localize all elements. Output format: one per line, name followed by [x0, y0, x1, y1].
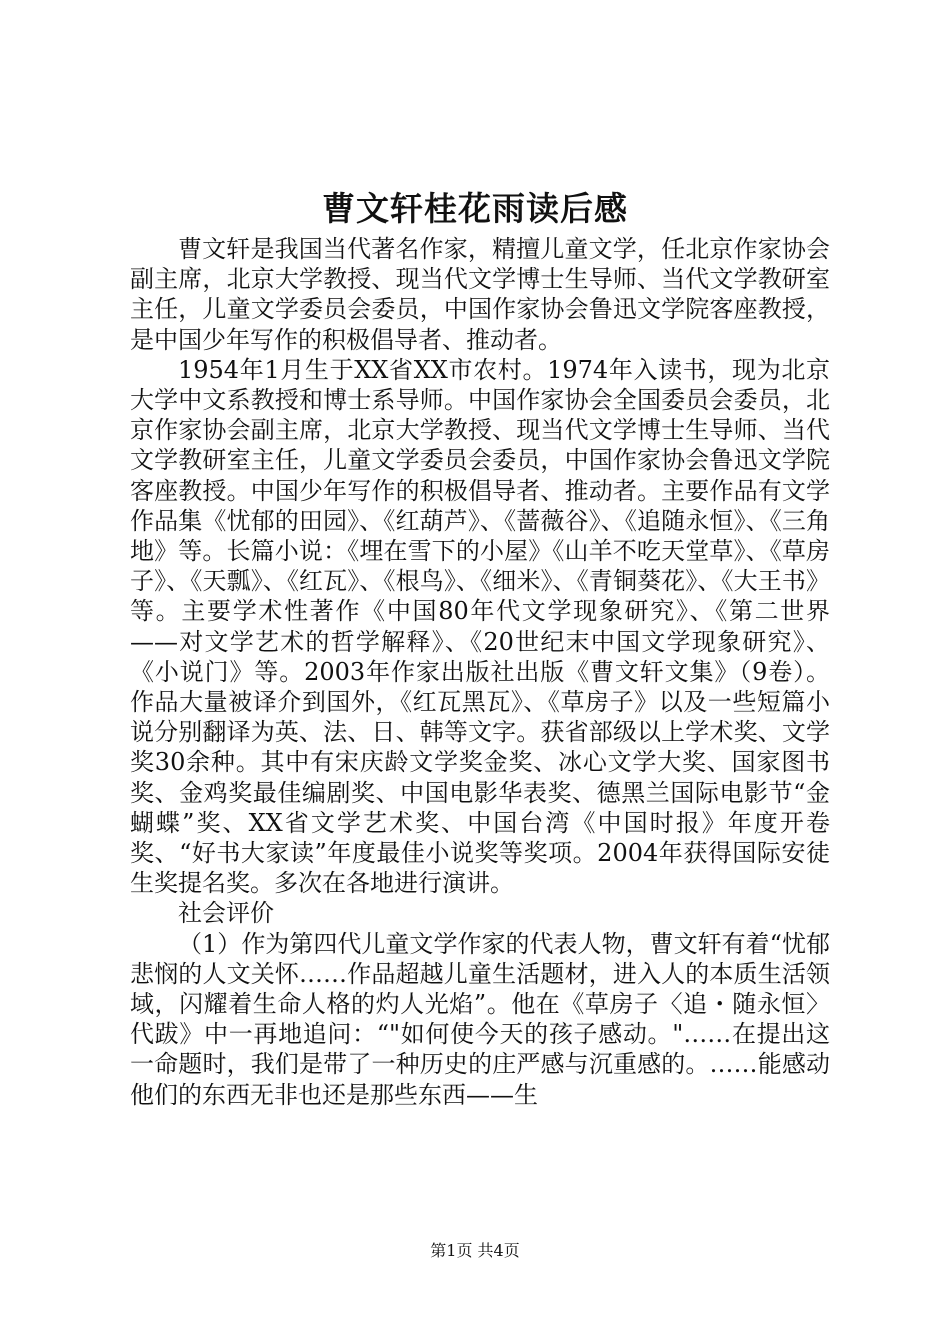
- document-body: [130, 234, 830, 1110]
- paragraph-biography: 1954年1月生于XX省XX市农村。1974年入读书，现为北京大学中文系教授和博士系导师。中国作家协会全国委员会委员，北京作家协会副主席，北京大学教授、现当代文学博士生导师、当代文学教研室主任，儿童文学委员会委员，中国作家协会鲁迅文学院客座教授。中国少年写作的积极倡导者、推动者。主要作品有文学作品集《忧郁的田园》、《红葫芦》、《蔷薇谷》、《追随永恒》、《三角地》等。长篇小说：《埋在雪下的小屋》《山羊不吃天堂草》、《草房子》、《天瓢》、《红瓦》、《根鸟》、《细米》、《青铜葵花》、《大王书》等。主要学术性著作《中国80年代文学现象研究》、《第二世界——对文学艺术的哲学解释》、《20世纪末中国文学现象研究》、《小说门》等。2003年作家出版社出版《曹文轩文集》（9卷）。作品大量被译介到国外，《红瓦黑瓦》、《草房子》以及一些短篇小说分别翻译为英、法、日、韩等文字。获省部级以上学术奖、文学奖30余种。其中有宋庆龄文学奖金奖、冰心文学大奖、国家图书奖、金鸡奖最佳编剧奖、中国电影华表奖、德黑兰国际电影节“金蝴蝶”奖、XX省文学艺术奖、中国台湾《中国时报》年度开卷奖、“好书大家读”年度最佳小说奖等奖项。2004年获得国际安徒生奖提名奖。多次在各地进行演讲。: [130, 355, 830, 898]
- section-heading: 社会评价: [178, 899, 274, 928]
- paragraph-evaluation: （1）作为第四代儿童文学作家的代表人物，曹文轩有着“忧郁悲悯的人文关怀……作品超越儿童生活题材，进入人的本质生活领域，闪耀着生命人格的灼人光焰”。他在《草房子〈追・随永恒〉代跋》中一再地追问：“"如何使今天的孩子感动。"……在提出这一命题时，我们是带了一种历史的庄严感与沉重感的。……能感动他们的东西无非也还是那些东西——生: [130, 929, 830, 1109]
- page-footer: 第1页 共4页: [430, 1241, 520, 1260]
- paragraph-intro: 曹文轩是我国当代著名作家，精擅儿童文学，任北京作家协会副主席，北京大学教授、现当代文学博士生导师、当代文学教研室主任，儿童文学委员会委员，中国作家协会鲁迅文学院客座教授，是中国少年写作的积极倡导者、推动者。: [130, 235, 830, 354]
- document-title: 曹文轩桂花雨读后感: [322, 189, 628, 228]
